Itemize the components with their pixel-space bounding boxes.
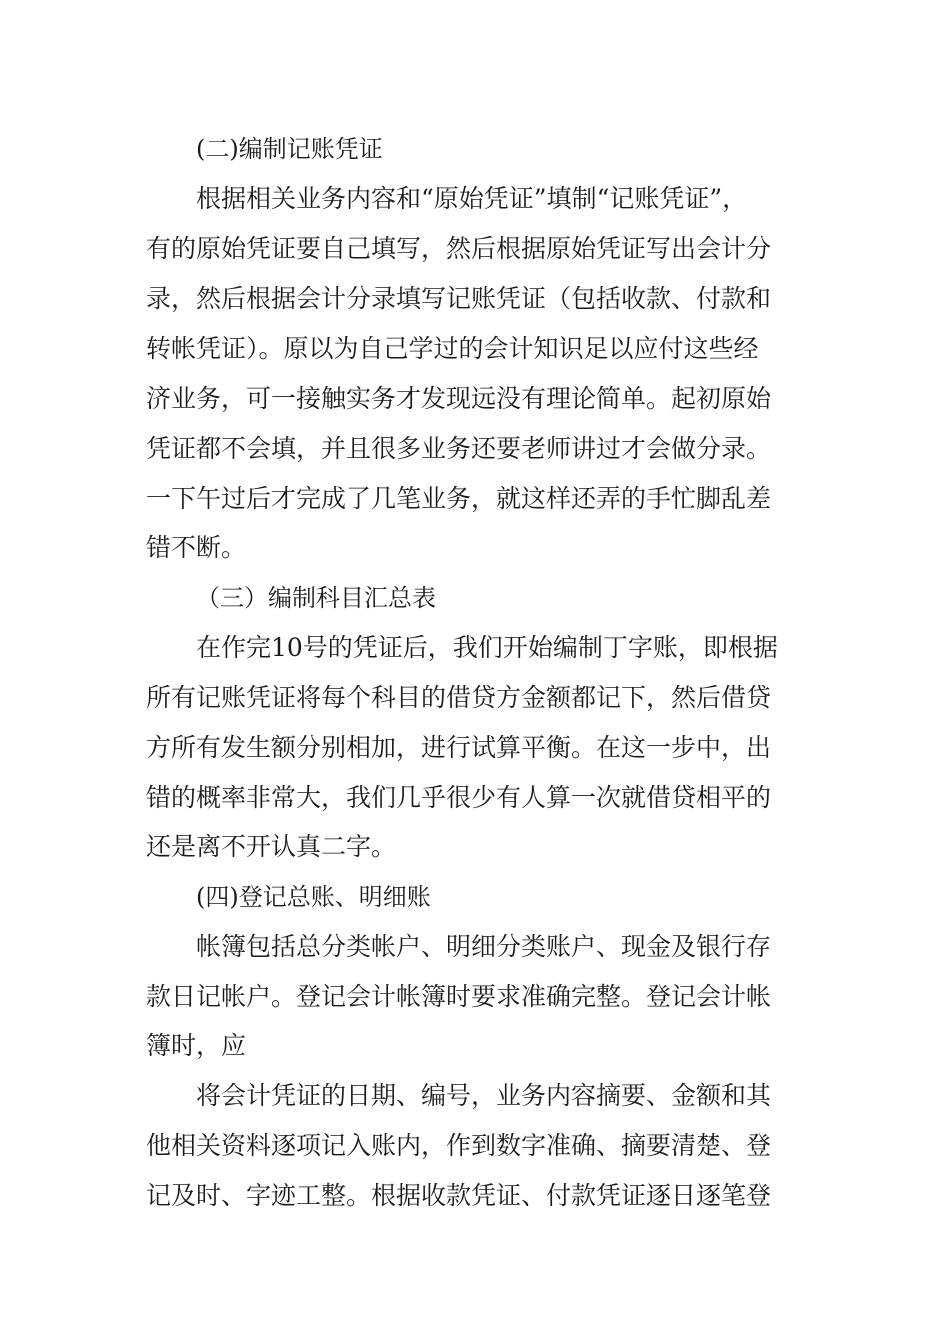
section-heading-3: （三）编制科目汇总表 xyxy=(196,584,436,612)
paragraph-line: 还是离不开认真二字。 xyxy=(146,832,397,861)
paragraph-line: 根据相关业务内容和“原始凭证”填制“记账凭证”， xyxy=(196,184,748,213)
paragraph-line: 一下午过后才完成了几笔业务，就这样还弄的手忙脚乱差 xyxy=(146,484,772,513)
paragraph-line: 在作完10号的凭证后，我们开始编制丁字账，即根据 xyxy=(196,633,778,662)
paragraph-line: 将会计凭证的日期、编号，业务内容摘要、金额和其 xyxy=(196,1081,772,1110)
section-heading-4: (四)登记总账、明细账 xyxy=(196,883,431,911)
paragraph-line: 方所有发生额分别相加，进行试算平衡。在这一步中，出 xyxy=(146,733,772,762)
paragraph-line: 录，然后根据会计分录填写记账凭证（包括收款、付款和 xyxy=(146,284,772,313)
paragraph-line: 记及时、字迹工整。根据收款凭证、付款凭证逐日逐笔登 xyxy=(146,1181,772,1210)
paragraph-line: 款日记帐户。登记会计帐簿时要求准确完整。登记会计帐 xyxy=(146,982,772,1011)
paragraph-line: 有的原始凭证要自己填写，然后根据原始凭证写出会计分 xyxy=(146,234,772,263)
paragraph-line: 错的概率非常大，我们几乎很少有人算一次就借贷相平的 xyxy=(146,783,772,812)
paragraph-line: 错不断。 xyxy=(146,533,247,562)
paragraph-line: 凭证都不会填，并且很多业务还要老师讲过才会做分录。 xyxy=(146,434,772,463)
paragraph-line: 转帐凭证）。原以为自己学过的会计知识足以应付这些经 xyxy=(146,334,759,363)
paragraph-line: 他相关资料逐项记入账内，作到数字准确、摘要清楚、登 xyxy=(146,1131,772,1160)
paragraph-line: 所有记账凭证将每个科目的借贷方金额都记下，然后借贷 xyxy=(146,683,772,712)
paragraph-line: 济业务，可一接触实务才发现远没有理论简单。起初原始 xyxy=(146,384,772,413)
paragraph-line: 帐簿包括总分类帐户、明细分类账户、现金及银行存 xyxy=(196,932,772,961)
paragraph-line: 簿时，应 xyxy=(146,1031,247,1060)
section-heading-2: (二)编制记账凭证 xyxy=(196,135,383,163)
